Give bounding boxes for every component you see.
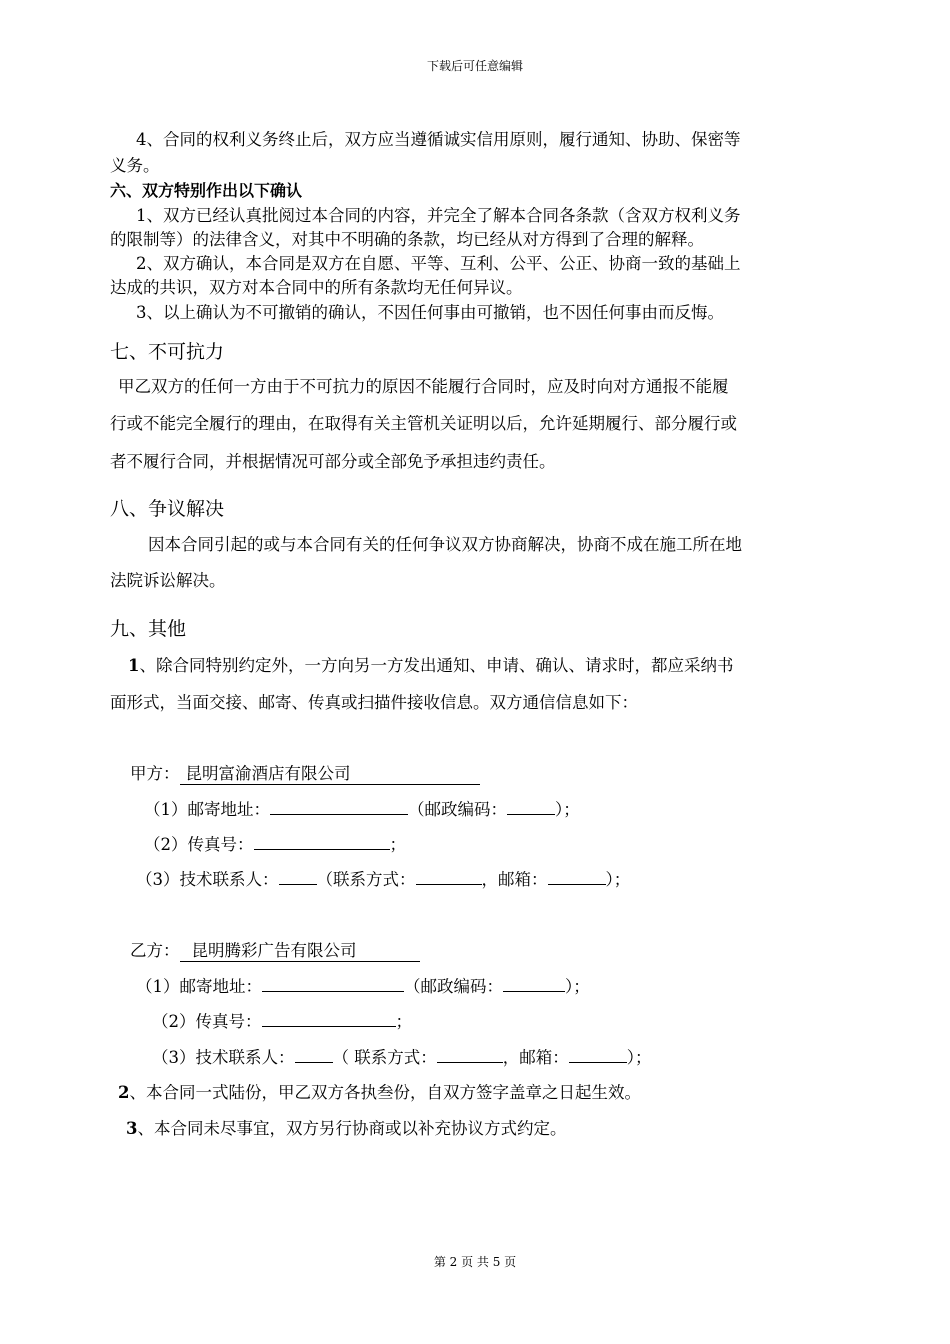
party-a-contact-label: （联系方式： — [316, 870, 416, 889]
s9-item2 — [118, 1079, 641, 1103]
party-b-email-blank — [569, 1048, 627, 1063]
party-a-fax-end: ； — [389, 835, 406, 854]
page-header: 下载后可任意编辑 — [426, 59, 523, 73]
party-b-email-label: 邮箱： — [519, 1048, 569, 1067]
party-a-email-blank — [548, 870, 606, 885]
party-b-contact-blank — [437, 1048, 503, 1063]
party-b-tech-label: （3）技术联系人： — [152, 1048, 295, 1067]
section-6-title: 六、双方特别作出以下确认 — [110, 181, 303, 200]
party-b-zip-label: （邮政编码： — [404, 977, 503, 996]
party-a-tech-label: （3）技术联系人： — [136, 870, 279, 889]
party-b-label: 乙方： — [130, 941, 180, 960]
party-a-address-line — [144, 796, 580, 820]
s9-item3-number: 3 — [126, 1119, 138, 1138]
s9-item1-line1 — [128, 652, 733, 676]
party-b-address-blank — [262, 977, 404, 992]
s9-item1-number: 1 — [128, 656, 140, 675]
party-b-name-field — [180, 937, 420, 962]
party-b-name: 昆明腾彩广告有限公司 — [191, 941, 357, 960]
section-9-title: 九、其他 — [110, 618, 187, 640]
s6-item3: 3、以上确认为不可撤销的确认，不因任何事由可撤销，也不因任何事由而反悔。 — [136, 303, 724, 322]
party-a-fax-line — [144, 831, 406, 855]
party-a-zip-label: （邮政编码： — [408, 800, 507, 819]
s9-item2-text: 、本合同一式陆份，甲乙双方各执叁份，自双方签字盖章之日起生效。 — [129, 1083, 641, 1102]
party-a-line — [130, 760, 480, 785]
s7-line2: 行或不能完全履行的理由，在取得有关主管机关证明以后，允许延期履行、部分履行或 — [110, 414, 737, 433]
party-b-zip-end: ）； — [565, 977, 590, 996]
party-a-end: ）； — [605, 870, 631, 889]
party-b-zip-blank — [503, 977, 565, 992]
party-b-contact-label: （ 联系方式： — [332, 1048, 437, 1067]
party-a-tech-blank — [279, 870, 317, 885]
party-a-fax-blank — [254, 835, 390, 850]
s6-item2-line2: 达成的共识，双方对本合同中的所有条款均无任何异议。 — [110, 278, 523, 297]
party-a-name: 昆明富渝酒店有限公司 — [185, 764, 351, 783]
section-7-title: 七、不可抗力 — [110, 341, 225, 363]
s5-item4-line1: 4、合同的权利义务终止后，双方应当遵循诚实信用原则，履行通知、协助、保密等 — [136, 130, 741, 149]
party-b-address-label: （1）邮寄地址： — [136, 977, 262, 996]
party-b-fax-line — [152, 1008, 412, 1032]
s6-item2-line1: 2、双方确认，本合同是双方在自愿、平等、互利、公平、公正、协商一致的基础上 — [136, 254, 741, 273]
party-a-contact-blank — [416, 870, 482, 885]
party-a-name-field — [180, 760, 480, 785]
party-b-line — [130, 937, 420, 962]
party-b-tech-line — [152, 1044, 652, 1068]
party-b-comma: ， — [502, 1048, 520, 1067]
s8-line2: 法院诉讼解决。 — [110, 571, 226, 590]
page-footer: 第 2 页 共 5 页 — [433, 1255, 517, 1269]
s6-item1-line1: 1、双方已经认真批阅过本合同的内容，并完全了解本合同各条款（含双方权利义务 — [136, 206, 741, 225]
party-b-end: ）； — [626, 1048, 652, 1067]
party-b-fax-end: ； — [395, 1012, 412, 1031]
party-a-comma: ， — [481, 870, 498, 889]
s9-item1-text: 、除合同特别约定外，一方向另一方发出通知、申请、确认、请求时，都应采纳书 — [139, 656, 734, 675]
party-b-address-line — [136, 973, 590, 997]
party-a-address-label: （1）邮寄地址： — [144, 800, 270, 819]
party-a-zip-end: ）； — [555, 800, 580, 819]
s9-item1-line2: 面形式，当面交接、邮寄、传真或扫描件接收信息。双方通信信息如下： — [110, 693, 638, 712]
s6-item1-line2: 的限制等）的法律含义，对其中不明确的条款，均已经从对方得到了合理的解释。 — [110, 230, 704, 249]
s9-item2-number: 2 — [118, 1083, 130, 1102]
party-a-fax-label: （2）传真号： — [144, 835, 254, 854]
s7-line3: 者不履行合同，并根据情况可部分或全部免予承担违约责任。 — [110, 452, 556, 471]
section-8-title: 八、争议解决 — [110, 498, 225, 520]
s9-item3 — [126, 1115, 566, 1139]
party-b-fax-blank — [262, 1012, 396, 1027]
s7-line1: 甲乙双方的任何一方由于不可抗力的原因不能履行合同时，应及时向对方通报不能履 — [118, 377, 729, 396]
s5-item4-line2: 义务。 — [110, 156, 160, 175]
party-a-address-blank — [270, 800, 408, 815]
party-a-label: 甲方： — [130, 764, 180, 783]
party-a-zip-blank — [507, 800, 555, 815]
s9-item3-text: 、本合同未尽事宜，双方另行协商或以补充协议方式约定。 — [137, 1119, 567, 1138]
party-b-tech-blank — [295, 1048, 333, 1063]
party-a-tech-line — [136, 866, 630, 890]
s8-line1: 因本合同引起的或与本合同有关的任何争议双方协商解决，协商不成在施工所在地 — [148, 535, 742, 554]
party-a-email-label: 邮箱： — [498, 870, 548, 889]
party-b-fax-label: （2）传真号： — [152, 1012, 262, 1031]
